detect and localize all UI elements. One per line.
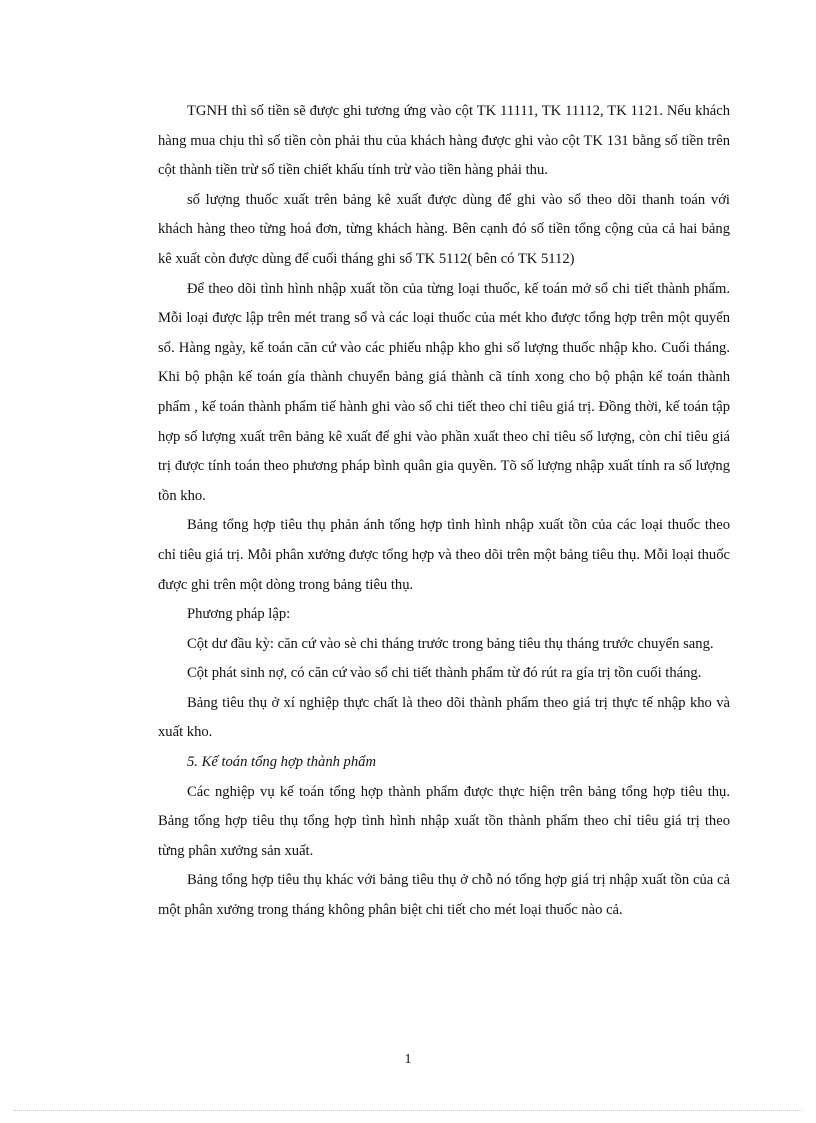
page-number: 1 <box>404 1052 412 1067</box>
paragraph: số lượng thuốc xuất trên bảng kê xuất được dùng để ghi vào sổ theo dõi thanh toán với khách hàng theo từng hoá đơn, từng khách hàng. Bên cạnh đó số tiền tổng cộng của cả hai bảng kê xuất còn được dùng để cuối tháng ghi sổ TK 5112( bên có TK 5112) <box>158 191 730 267</box>
paragraph: Các nghiệp vụ kế toán tổng hợp thành phẩm được thực hiện trên bảng tổng hợp tiêu thụ. Bảng tổng hợp tiêu thụ tổng hợp tình hình nhập xuất tồn thành phẩm theo chỉ tiêu giá trị theo từng phân xưởng sản xuất. <box>158 783 730 859</box>
paragraph: Cột dư đầu kỳ: căn cứ vào sè chi tháng trước trong bảng tiêu thụ tháng trước chuyển sang. <box>187 635 714 652</box>
section-heading: 5. Kế toán tổng hợp thành phẩm <box>187 754 376 771</box>
page-bottom-rule <box>14 1110 802 1111</box>
paragraph: Cột phát sinh nợ, có căn cứ vào sổ chi tiết thành phẩm từ đó rút ra gía trị tồn cuối tháng. <box>187 665 702 682</box>
paragraph: Để theo dõi tình hình nhập xuất tồn của từng loại thuốc, kế toán mở sổ chi tiết thành phẩm. Mỗi loại được lập trên mét trang sổ và các loại thuốc của mét kho được tổng hợp trên một quyển sổ. Hàng ngày, kế toán căn cứ vào các phiếu nhập kho ghi số lượng thuốc nhập kho. Cuối tháng. Khi bộ phận kế toán gía thành chuyển bảng giá thành cã tính xong cho bộ phận kế toán thành phẩm , kế toán thành phẩm tiế hành ghi vào sổ chi tiết theo chỉ tiêu giá trị. Đồng thời, kế toán tập hợp số lượng xuất trên bảng kê xuất để ghi vào phần xuất theo chỉ tiêu số lượng, còn chỉ tiêu giá trị được tính toán theo phương pháp bình quân gia quyền. Tõ số lượng nhập xuất tính ra số lượng tồn kho. <box>158 280 730 504</box>
paragraph: Bảng tổng hợp tiêu thụ khác với bảng tiêu thụ ở chỗ nó tổng hợp giá trị nhập xuất tồn của cả một phân xưởng trong tháng không phân biệt chi tiết cho mét loại thuốc nào cả. <box>158 872 730 919</box>
paragraph: Phương pháp lập: <box>187 606 291 623</box>
paragraph: Bảng tiêu thụ ở xí nghiệp thực chất là theo dõi thành phẩm theo giá trị thực tế nhập kho và xuất kho. <box>158 694 730 741</box>
document-body <box>158 97 730 926</box>
paragraph: Bảng tổng hợp tiêu thụ phản ánh tổng hợp tình hình nhập xuất tồn của các loại thuốc theo chỉ tiêu giá trị. Mỗi phân xưởng được tổng hợp và theo dõi trên một bảng tiêu thụ. Mỗi loại thuốc được ghi trên một dòng trong bảng tiêu thụ. <box>158 517 730 593</box>
paragraph: TGNH thì số tiền sẽ được ghi tương ứng vào cột TK 11111, TK 11112, TK 1121. Nếu khách hàng mua chịu thì số tiền còn phải thu của khách hàng được ghi vào cột TK 131 bằng số tiền trên cột thành tiền trừ số tiền chiết khấu tính trừ vào tiền hàng phải thu. <box>158 103 730 179</box>
